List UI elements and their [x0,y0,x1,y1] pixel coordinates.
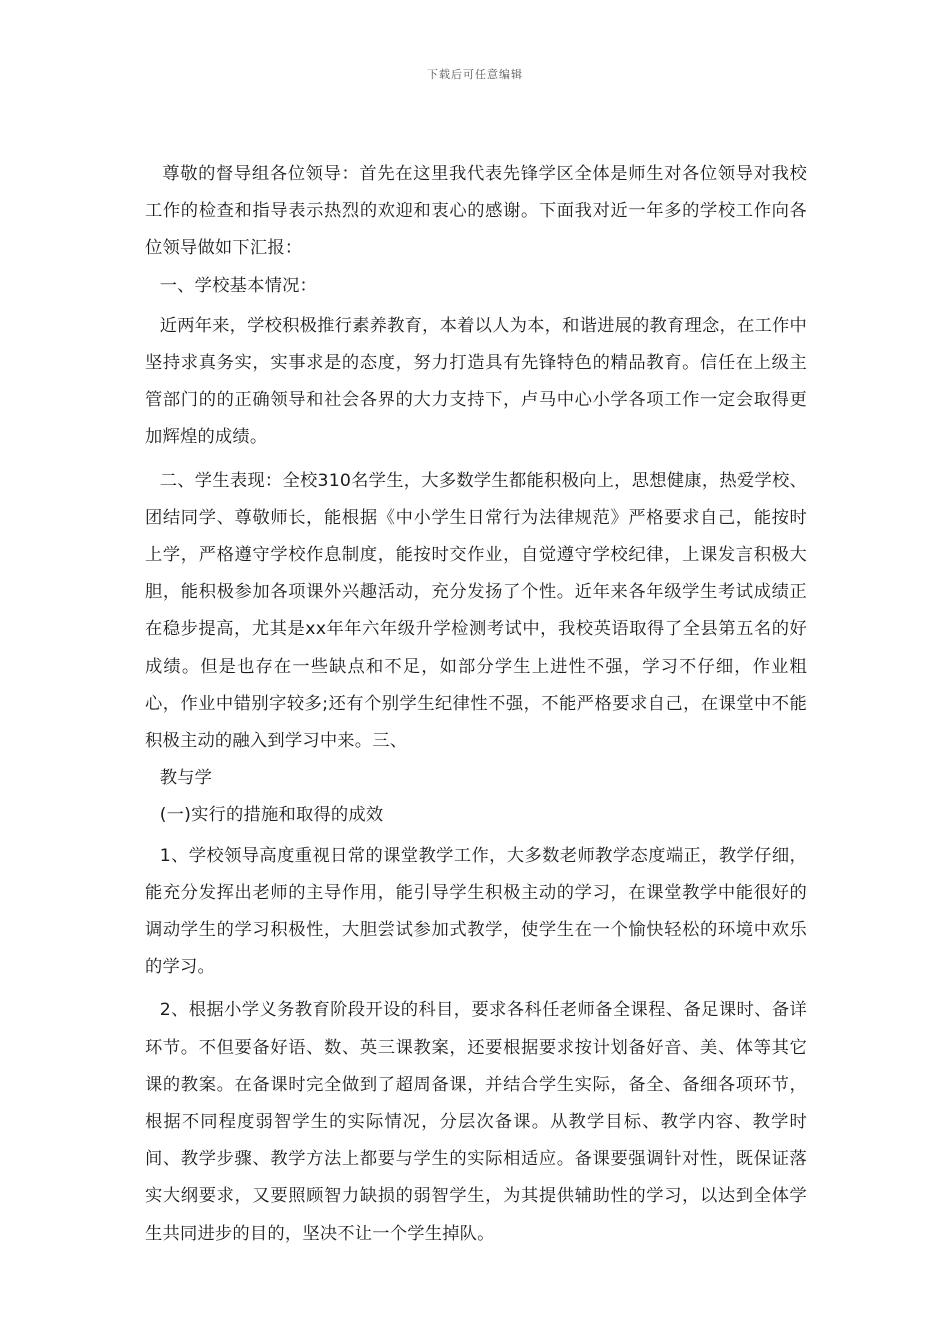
paragraph-greeting: 尊敬的督导组各位领导：首先在这里我代表先锋学区全体是师生对各位领导对我校工作的检查和指导表示热烈的欢迎和衷心的感谢。下面我对近一年多的学校工作向各位领导做如下汇报： [145,164,807,259]
paragraph-student-performance: 二、学生表现：全校310名学生，大多数学生都能积极向上，思想健康，热爱学校、团结同学、尊敬师长，能根据《中小学生日常行为法律规范》严格要求自己，能按时上学，严格遵守学校作息制度，能按时交作业，自觉遵守学校纪律，上课发言积极大胆，能积极参加各项课外兴趣活动，充分发扬了个性。近年来各年级学生考试成绩正在稳步提高，尤其是xx年年六年级升学检测考试中，我校英语取得了全县第五名的好成绩。但是也存在一些缺点和不足，如部分学生上进性不强，学习不仔细，作业粗心，作业中错别字较多;还有个别学生纪律性不强，不能严格要求自己，在课堂中不能积极主动的融入到学习中来。三、 [145,470,807,752]
paragraph-section-3-heading: 教与学 [159,768,213,789]
header-note: 下载后可任意编辑 [427,68,523,81]
paragraph-section-1-heading: 一、学校基本情况： [159,275,318,296]
paragraph-school-overview: 近两年来，学校积极推行素养教育，本着以人为本，和谐进展的教育理念，在工作中坚持求真务实，实事求是的态度，努力打造具有先锋特色的精品教育。信任在上级主管部门的的正确领导和社会各界的大力支持下，卢马中心小学各项工作一定会取得更加辉煌的成绩。 [145,315,807,448]
document-body [145,156,807,1253]
paragraph-item-2: 2、根据小学义务教育阶段开设的科目，要求各科任老师备全课程、备足课时、备详环节。不但要备好语、数、英三课教案，还要根据要求按计划备好音、美、体等其它课的教案。在备课时完全做到了超周备课，并结合学生实际，备全、备细各项环节，根据不同程度弱智学生的实际情况，分层次备课。从教学目标、教学内容、教学时间、教学步骤、教学方法上都要与学生的实际相适应。备课要强调针对性，既保证落实大纲要求，又要照顾智力缺损的弱智学生，为其提供辅助性的学习，以达到全体学生共同进步的目的，坚决不让一个学生掉队。 [145,1000,807,1244]
paragraph-item-1: 1、学校领导高度重视日常的课堂教学工作，大多数老师教学态度端正，教学仔细，能充分发挥出老师的主导作用，能引导学生积极主动的学习，在课堂教学中能很好的调动学生的学习积极性，大胆尝试参加式教学，使学生在一个愉快轻松的环境中欢乐的学习。 [145,845,807,978]
paragraph-measures-heading: (一)实行的措施和取得的成效 [159,805,384,826]
